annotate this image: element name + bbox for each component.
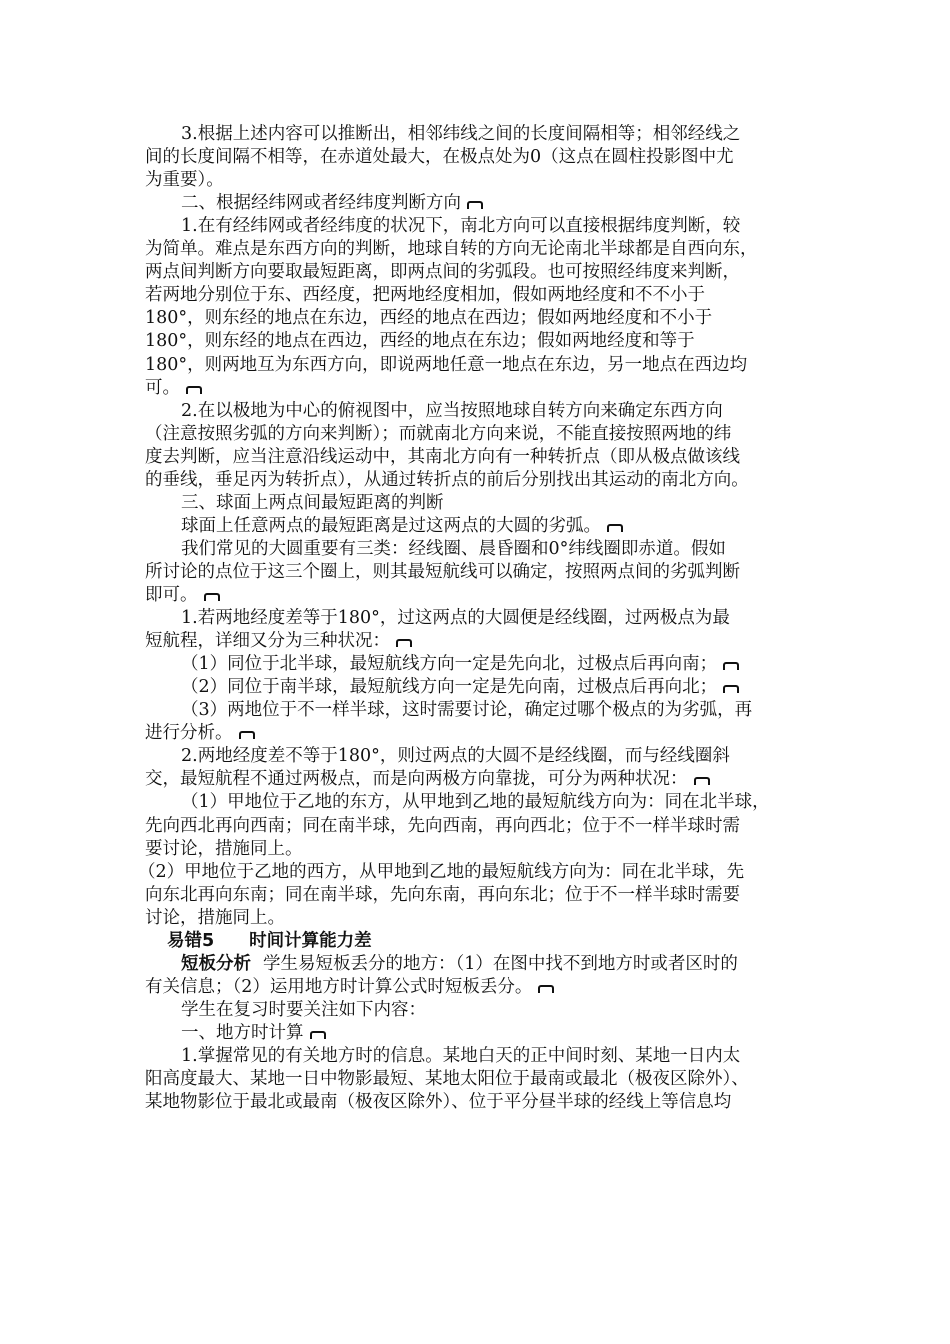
line-text: 1.掌握常见的有关地方时的信息。某地白天的正中间时刻、某地一日内太 (181, 1046, 741, 1066)
text-line (145, 560, 740, 584)
line-text: 有关信息；（2）运用地方时计算公式时短板丢分。 (145, 976, 533, 997)
line-text: （2）同位于南半球，最短航线方向一定是先向南，过极点后再向北； (181, 677, 718, 698)
line-text: 度去判断，应当注意沿线运动中，其南北方向有一种转折点（即从极点做该线 (145, 446, 740, 467)
line-text: 即可。 (145, 585, 198, 605)
text-line (167, 929, 372, 953)
text-line (145, 906, 285, 930)
text-line (145, 767, 711, 791)
line-text: 学生易短板丢分的地方：（1）在图中找不到地方时或者区时的 (263, 953, 738, 974)
text-line (181, 1021, 327, 1045)
line-text: 要讨论，措施同上。 (145, 838, 303, 859)
line-text: 为简单。难点是东西方向的判断，地球自转的方向无论南北半球都是自西向东， (145, 239, 758, 260)
text-line (145, 721, 256, 745)
line-text: 我们常见的大圆重要有三类：经线圈、晨昏圈和0°纬线圈即赤道。假如 (181, 538, 726, 559)
line-text: 的垂线，垂足丙为转折点），从通过转折点的前后分别找出其运动的南北方向。 (145, 469, 749, 490)
line-text: 1.在有经纬网或者经纬度的状况下，南北方向可以直接根据纬度判断，较 (181, 216, 741, 237)
line-text: 180°，则两地互为东西方向，即说两地任意一地点在东边，另一地点在西边均 (145, 354, 748, 375)
text-line (181, 998, 426, 1022)
text-line (145, 353, 747, 377)
paragraph-mark-icon (606, 522, 624, 533)
text-line (145, 583, 221, 607)
line-text: 学生在复习时要关注如下内容： (181, 999, 426, 1020)
line-text: 二、根据经纬网或者经纬度判断方向 (181, 193, 461, 214)
line-text: （2）甲地位于乙地的西方，从甲地到乙地的最短航线方向为：同在北半球，先 (138, 861, 745, 882)
line-text: （注意按照劣弧的方向来判断）；而就南北方向来说，不能直接按照两地的纬 (145, 423, 732, 444)
text-line (145, 814, 740, 838)
paragraph-mark-icon (395, 637, 413, 648)
text-line (181, 122, 740, 146)
line-text: 180°，则东经的地点在西边，西经的地点在东边；假如两地经度和等于 (145, 331, 695, 352)
text-line (145, 837, 303, 861)
text-line (145, 422, 731, 446)
line-text: 2.在以极地为中心的俯视图中，应当按照地球自转方向来确定东西方向 (181, 400, 723, 421)
paragraph-mark-icon (238, 729, 256, 740)
text-line (181, 744, 730, 768)
line-text: 为重要）。 (145, 170, 224, 191)
text-line (181, 191, 484, 215)
line-text: 1.若两地经度差等于180°，过这两点的大圆便是经线圈，过两极点为最 (181, 608, 730, 629)
text-line (181, 675, 740, 699)
text-line (181, 214, 740, 238)
line-text: 2.两地经度差不等于180°，则过两点的大圆不是经线圈，而与经线圈斜 (181, 746, 730, 767)
text-line (181, 399, 723, 423)
line-text: 两点间判断方向要取最短距离，即两点间的劣弧段。也可按照经纬度来判断， (145, 262, 740, 283)
text-line (145, 1067, 749, 1091)
text-line (145, 629, 413, 653)
line-text: 阳高度最大、某地一日中物影最短、某地太阳位于最南或最北（极夜区除外）、 (145, 1069, 749, 1090)
line-text: 一、地方时计算 (181, 1022, 304, 1043)
text-line (181, 606, 730, 630)
text-line (145, 329, 695, 353)
line-text: （3）两地位于不一样半球，这时需要讨论，确定过哪个极点的为劣弧，再 (181, 700, 753, 721)
line-text: （1）甲地位于乙地的东方，从甲地到乙地的最短航线方向为：同在北半球， (181, 792, 770, 813)
line-text: 180°，则东经的地点在东边，西经的地点在西边；假如两地经度和不小于 (145, 308, 713, 329)
line-text: 交，最短航程不通过两极点，而是向两极方向靠拢，可分为两种状况： (145, 769, 688, 790)
text-line (145, 376, 203, 400)
paragraph-mark-icon (309, 1029, 327, 1040)
line-text: 间的长度间隔不相等，在赤道处最大，在极点处为0（这点在圆柱投影图中尤 (145, 147, 734, 168)
text-line (145, 975, 555, 999)
line-text: 球面上任意两点的最短距离是过这两点的大圆的劣弧。 (181, 515, 601, 536)
section-lead: 短板分析 (181, 953, 251, 974)
text-line (145, 237, 758, 261)
line-text: 可。 (145, 377, 180, 398)
line-text: 所讨论的点位于这三个圈上，则其最短航线可以确定，按照两点间的劣弧判断 (145, 561, 740, 582)
line-text: 易错5 时间计算能力差 (167, 930, 372, 951)
line-text: 3.根据上述内容可以推断出，相邻纬线之间的长度间隔相等；相邻经线之 (181, 124, 741, 144)
line-text: 三、球面上两点间最短距离的判断 (181, 492, 444, 513)
text-line (181, 790, 770, 814)
text-line (145, 883, 740, 907)
text-line (145, 306, 712, 330)
line-text: 向东北再向东南；同在南半球，先向东南，再向东北；位于不一样半球时需要 (145, 884, 740, 905)
text-line (145, 168, 224, 192)
text-line (145, 283, 705, 307)
line-text: 进行分析。 (145, 723, 233, 744)
text-line (181, 698, 752, 722)
text-line (181, 514, 624, 538)
paragraph-mark-icon (203, 591, 221, 602)
text-line (181, 952, 738, 976)
line-text: 先向西北再向西南；同在南半球，先向西南，再向西北；位于不一样半球时需 (145, 815, 740, 836)
text-line (181, 491, 444, 515)
paragraph-mark-icon (722, 683, 740, 694)
text-line (145, 1090, 731, 1114)
paragraph-mark-icon (693, 775, 711, 786)
text-line (145, 468, 749, 492)
text-line (181, 1044, 740, 1068)
text-line (138, 860, 744, 884)
text-line (145, 145, 734, 169)
line-text: 某地物影位于最北或最南（极夜区除外）、位于平分昼半球的经线上等信息均 (145, 1092, 732, 1113)
paragraph-mark-icon (537, 983, 555, 994)
text-line (181, 537, 726, 561)
text-line (181, 652, 740, 676)
text-line (145, 260, 740, 284)
paragraph-mark-icon (722, 660, 740, 671)
line-text: （1）同位于北半球，最短航线方向一定是先向北，过极点后再向南； (181, 654, 718, 675)
line-text: 若两地分别位于东、西经度，把两地经度相加，假如两地经度和不不小于 (145, 285, 705, 306)
line-text: 短航程，详细又分为三种状况： (145, 631, 390, 652)
paragraph-mark-icon (466, 199, 484, 210)
text-line (145, 445, 740, 469)
line-text: 讨论，措施同上。 (145, 907, 285, 928)
paragraph-mark-icon (185, 384, 203, 395)
